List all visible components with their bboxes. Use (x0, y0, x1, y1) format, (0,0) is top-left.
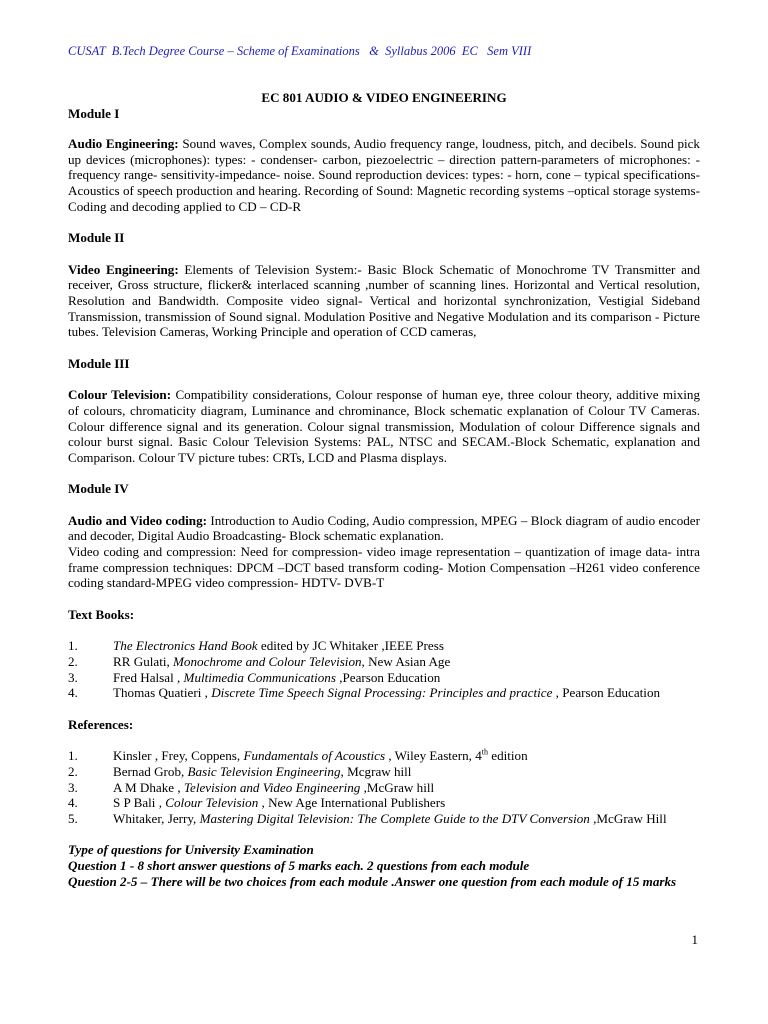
module-topic: Audio and Video coding: (68, 512, 207, 528)
item-title: Television and Video Engineering (183, 779, 361, 795)
references-heading: References: (68, 716, 134, 732)
exam-question-2-5: Question 2-5 – There will be two choices from each module .Answer one question from each module of 15 marks (68, 873, 677, 889)
item-publisher: ,McGraw Hill (589, 810, 667, 826)
list-item (68, 670, 700, 686)
module-body: Sound waves, Complex sounds, Audio frequency range, loudness, pitch, and decibels. Sound pick up devices (microphones): types: - condenser- carbon, piezoelectric – direction pattern-parameters of microphones: - frequency range- sensitivity-impedance- noise. Sound reproduction devices: types: - horn, cone – typical specifications- Acoustics of speech production and hearing. Recording of Sound: Magnetic recording systems –optical storage systems-Coding and decoding applied to CD – CD-R (68, 136, 700, 214)
list-item (68, 685, 700, 701)
item-author: Fred Halsal , (113, 669, 184, 685)
list-item (68, 748, 700, 764)
module-paragraph (68, 387, 700, 465)
item-title: Discrete Time Speech Signal Processing: Principles and practice (211, 685, 553, 701)
list-item (68, 654, 700, 670)
course-title: EC 801 AUDIO & VIDEO ENGINEERING (261, 90, 507, 105)
item-title: Multimedia Communications (183, 669, 336, 685)
module-heading: Module IV (68, 481, 129, 497)
module-body: Compatibility considerations, Colour response of human eye, three colour theory, additive mixing of colours, chromaticity diagram, Luminance and chrominance, Block schematic explanation of Colour TV Cameras. Colour difference signal and its generation. Colour signal transmission, Modulation of colour Difference signals and colour burst signal. Basic Colour Television Systems: PAL, NTSC and SECAM.-Block Schematic, explanation and Comparison. Colour TV picture tubes: CRTs, LCD and Plasma displays. (68, 387, 700, 465)
module-paragraph (68, 513, 700, 544)
module-heading: Module I (68, 105, 120, 121)
item-number: 5. (68, 810, 78, 826)
module-topic: Colour Television: (68, 387, 172, 403)
item-publisher: , Pearson Education (552, 685, 661, 701)
item-number: 2. (68, 654, 78, 670)
item-title: Mastering Digital Television: The Complete Guide to the DTV Conversion (199, 810, 590, 826)
item-author: A M Dhake , (113, 779, 184, 795)
running-header: CUSAT B.Tech Degree Course – Scheme of Examinations & Syllabus 2006 EC Sem VIII (68, 44, 532, 58)
item-number: 1. (68, 638, 78, 654)
item-author: Thomas Quatieri , (113, 685, 212, 701)
module-body: Elements of Television System:- Basic Block Schematic of Monochrome TV Transmitter and receiver, Gross structure, flicker& interlaced scanning ,number of scanning lines. Horizontal and Vertical resolution, Resolution and Bandwidth. Composite video signal- Vertical and horizontal synchronization, Vestigial Sideband Transmission, transmission of Sound signal. Modulation Positive and Negative Modulation and its comparison - Picture tubes. Television Cameras, Working Principle and operation of CCD cameras, (68, 261, 700, 340)
ordinal-suffix: th (481, 748, 488, 758)
item-title: The Electronics Hand Book (113, 638, 258, 654)
item-number: 4. (68, 685, 78, 701)
item-publisher: , New Age International Publishers (258, 795, 446, 811)
syllabus-page (68, 90, 700, 889)
item-number: 2. (68, 764, 78, 779)
page-number: 1 (691, 932, 698, 947)
module-paragraph (68, 136, 700, 214)
item-title: Basic Television Engineering (187, 764, 341, 779)
item-number: 3. (68, 669, 78, 685)
exam-question-1: Question 1 - 8 short answer questions of 5 marks each. 2 questions from each module (68, 857, 530, 873)
item-publisher: edited by JC Whitaker ,IEEE Press (257, 638, 444, 654)
item-author: Whitaker, Jerry, (113, 810, 200, 826)
module-paragraph-2: Video coding and compression: Need for compression- video image representation – quantization of image data- intra frame compression techniques: DPCM –DCT based transform coding- Motion Compensation –H261 video conference coding standard-MPEG video compression- HDTV- DVB-T (68, 544, 700, 591)
list-item (68, 780, 700, 796)
list-item (68, 811, 700, 827)
module-paragraph (68, 262, 700, 340)
item-number: 3. (68, 779, 78, 795)
list-item (68, 795, 700, 811)
text-books-heading: Text Books: (68, 606, 135, 622)
item-number: 4. (68, 795, 78, 811)
item-publisher: , Mcgraw hill (340, 764, 412, 779)
item-edition: edition (487, 748, 528, 764)
module-topic: Video Engineering: (68, 261, 179, 277)
exam-pattern-heading: Type of questions for University Examination (68, 842, 314, 858)
module-heading: Module II (68, 230, 125, 246)
item-publisher: , New Asian Age (361, 654, 451, 670)
module-topic: Audio Engineering: (68, 136, 179, 152)
item-author: RR Gulati, (113, 654, 174, 670)
item-title: Colour Television (165, 795, 259, 811)
item-title: Fundamentals of Acoustics (243, 748, 386, 764)
item-title: Monochrome and Colour Television (173, 654, 362, 670)
item-author: S P Bali , (113, 795, 166, 811)
item-author: Bernad Grob, (113, 764, 188, 779)
references-list (68, 748, 700, 826)
item-author: Kinsler , Frey, Coppens, (113, 748, 244, 764)
module-heading: Module III (68, 355, 130, 371)
item-publisher: , Wiley Eastern, 4 (385, 748, 482, 764)
list-item (68, 764, 700, 780)
module-body: Introduction to Audio Coding, Audio compression, MPEG – Block diagram of audio encoder and decoder, Digital Audio Broadcasting- Block schematic explanation. (68, 512, 700, 544)
item-number: 1. (68, 748, 78, 764)
item-publisher: ,Pearson Education (335, 669, 441, 685)
text-books-list (68, 638, 700, 700)
list-item (68, 638, 700, 654)
item-publisher: ,McGraw hill (360, 779, 435, 795)
